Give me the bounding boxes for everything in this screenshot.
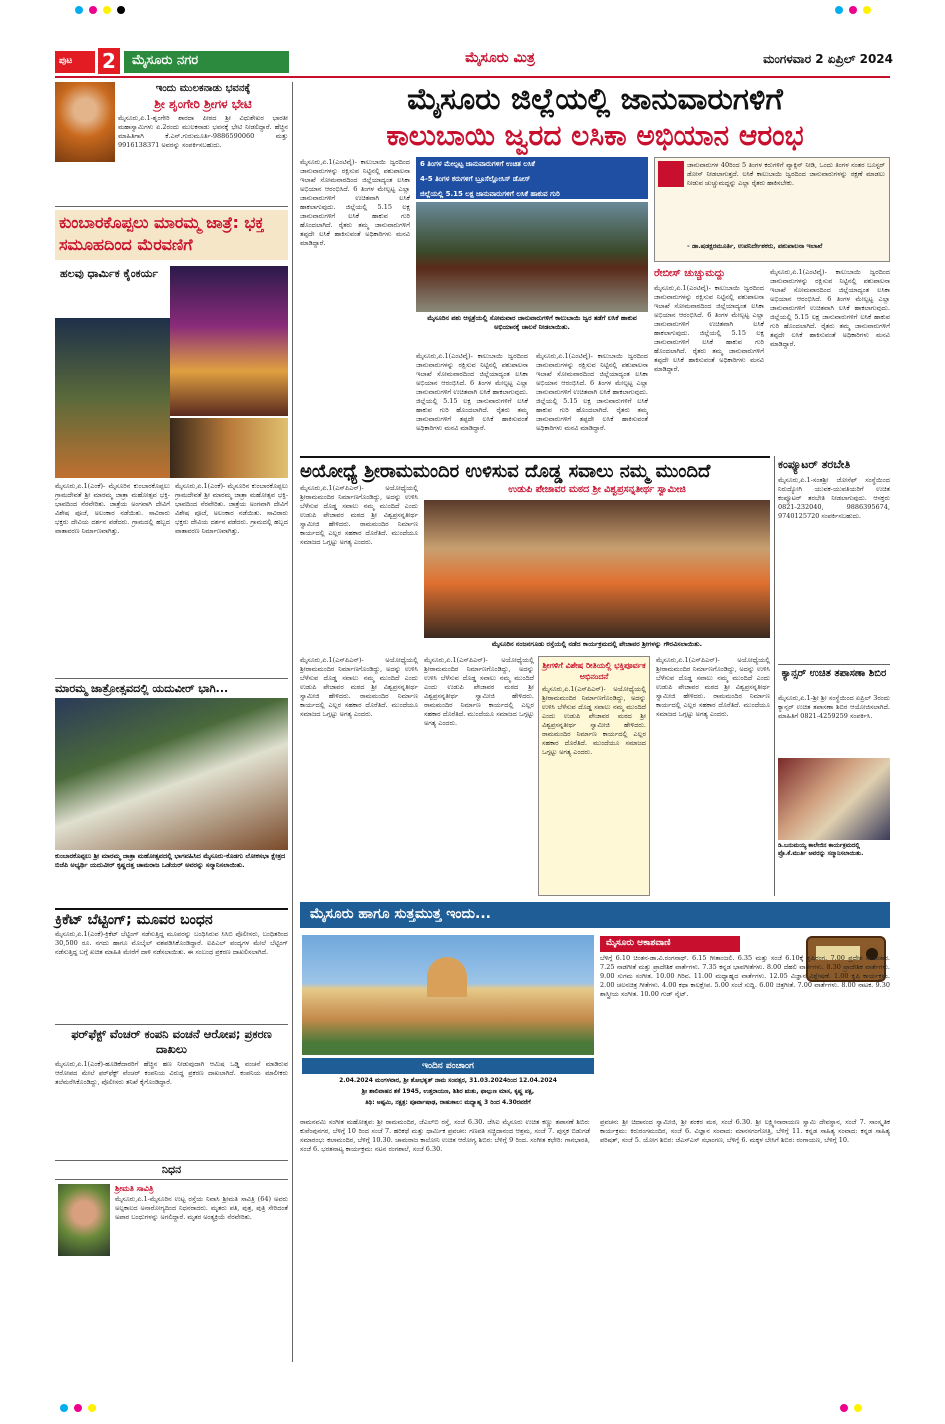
reg-dot bbox=[849, 6, 857, 14]
officer-quote: ಜಾನುವಾರುಗಳ 40ರಿಂದ 5 ತಿಂಗಳ ಕರುಗಳಿಗೆ ವ್ಯಾಕ್ಸಿನ್ ನೀಡಿ, ಒಂದು ತಿಂಗಳ ನಂತರ ಬೂಸ್ಟರ್ ಡೋಸ್ ನೀಡಲಾಗುತ್ತದೆ. ಲಸಿಕೆ ಕಾಲುಬಾಯಿ ಜ್ವರದಿಂದ ಜಾನುವಾರುಗಳನ್ನು ರಕ್ಷಣೆ ಮಾಡಲು ನೀಡುವ ಚುಚ್ಚುಮದ್ದನ್ನು ಎಲ್ಲಾ ರೈತರು ಹಾಕಿಸಬೇಕು. bbox=[687, 161, 885, 187]
story3-title: ಮಾರಮ್ಮ ಜಾತ್ರೋತ್ಸವದಲ್ಲಿ ಯದುವೀರ್ ಭಾಗಿ... bbox=[55, 678, 288, 696]
main-body-col3: ಮೈಸೂರು,ಏ.1(ಎಂಟಿವೈ)- ಕಾಲುಬಾಯಿ ಜ್ವರದಿಂದ ಜಾನುವಾರುಗಳನ್ನು ರಕ್ಷಿಸುವ ನಿಟ್ಟಿನಲ್ಲಿ ಪಶುಪಾಲನಾ ಇಲಾಖೆ ಸೋಮವಾರದಿಂದ ಜಿಲ್ಲೆಯಾದ್ಯಂತ ಲಸಿಕಾ ಅಭಿಯಾನ ಆರಂಭಿಸಿದೆ. 6 ತಿಂಗಳ ಮೇಲ್ಪಟ್ಟ ಎಲ್ಲಾ ಜಾನುವಾರುಗಳಿಗೆ ಉಚಿತವಾಗಿ ಲಸಿಕೆ ಹಾಕಲಾಗುವುದು. ಜಿಲ್ಲೆಯಲ್ಲಿ 5.15 ಲಕ್ಷ ಜಾನುವಾರುಗಳಿಗೆ ಲಸಿಕೆ ಹಾಕುವ ಗುರಿ ಹೊಂದಲಾಗಿದೆ. ರೈತರು ತಮ್ಮ ಜಾನುವಾರುಗಳಿಗೆ ತಪ್ಪದೇ ಲಸಿಕೆ ಹಾಕಿಸುವಂತೆ ಅಧಿಕಾರಿಗಳು ಮನವಿ ಮಾಡಿದ್ದಾರೆ. bbox=[536, 352, 648, 432]
divider bbox=[55, 206, 288, 207]
cattle-photo bbox=[416, 202, 648, 312]
ayodhya-box-title: ಶ್ರೀಗಳಿಗೆ ವಿಶೇಷ ರೀತಿಯಲ್ಲಿ ಭಕ್ತಿಪೂರ್ವಕ ಅಭಿನಂದನೆ bbox=[542, 661, 646, 681]
reg-dot bbox=[835, 6, 843, 14]
events-body: ರಾಮನವಮಿ ಸಂಗೀತ ಮಹೋತ್ಸವ: ಶ್ರೀ ರಾಮಮಂದಿರ, ಜೆಎಲ್‌ಬಿ ರಸ್ತೆ, ಸಂಜೆ 6.30. ಜೆಸಿಐ ಮೈಸೂರು ಉಚಿತ ಕಣ್ಣು ತಪಾಸಣೆ ಶಿಬಿರ: ಕುವೆಂಪುನಗರ, ಬೆಳಿಗ್ಗೆ 10 ರಿಂದ ಸಂಜೆ 7. ಹರಿಕಥೆ ಮತ್ತು ಧಾರ್ಮಿಕ ಪ್ರವಚನ: ಗಣಪತಿ ಸಚ್ಚಿದಾನಂದ ಆಶ್ರಮ, ಸಂಜೆ 7. ಪುಸ್ತಕ ಬಿಡುಗಡೆ ಸಮಾರಂಭ: ಕಲಾಮಂದಿರ, ಬೆಳಿಗ್ಗೆ 10.30. ಚಾಮರಾಜ ಕಾಲೋನಿ ಉಚಿತ ಆರೋಗ್ಯ ಶಿಬಿರ: ಬೆಳಿಗ್ಗೆ 9 ರಿಂದ. ಸಂಗೀತ ಕಛೇರಿ: ಗಾನಭಾರತಿ, ಸಂಜೆ 6. ಭರತನಾಟ್ಯ ಕಾರ್ಯಕ್ರಮ: ನಟನ ರಂಗಶಾಲೆ, ಸಂಜೆ 6.30. bbox=[300, 1118, 590, 1153]
bullet-list bbox=[416, 157, 648, 199]
officer-signature: - ಡಾ.ಷಡಕ್ಷರಮೂರ್ತಿ, ಉಪನಿರ್ದೇಶಕರು, ಪಶುಪಾಲನಾ ಇಲಾಖೆ bbox=[687, 242, 823, 250]
events-body2: ಪ್ರವಚನ: ಶ್ರೀ ಚಿದಾನಂದ ಸ್ವಾಮೀಜಿ, ಶ್ರೀ ಶಂಕರ ಮಠ, ಸಂಜೆ 6.30. ಶ್ರೀ ಲಕ್ಷ್ಮೀನಾರಾಯಣ ಸ್ವಾಮಿ ದೇವಸ್ಥಾನ, ಸಂಜೆ 7. ಸಾಂಸ್ಕೃತಿಕ ಕಾರ್ಯಕ್ರಮ: ಕಿರುರಂಗಮಂದಿರ, ಸಂಜೆ 6. ವಿಜ್ಞಾನ ಸಂವಾದ: ಮಾನಸಗಂಗೋತ್ರಿ, ಬೆಳಿಗ್ಗೆ 11. ಕನ್ನಡ ಸಾಹಿತ್ಯ ಸಂವಾದ: ಕನ್ನಡ ಸಾಹಿತ್ಯ ಪರಿಷತ್, ಸಂಜೆ 5. ಯೋಗ ಶಿಬಿರ: ಜೆಎಸ್‌ಎಸ್ ಸಭಾಂಗಣ, ಬೆಳಿಗ್ಗೆ 6. ಮಕ್ಕಳ ಬೇಸಿಗೆ ಶಿಬಿರ: ರಂಗಾಯಣ, ಬೆಳಿಗ್ಗೆ 10. bbox=[600, 1118, 890, 1144]
reg-dot bbox=[75, 6, 83, 14]
radio-title: ಮೈಸೂರು ಆಕಾಶವಾಣಿ bbox=[600, 936, 740, 952]
masthead: ಮೈಸೂರು ಮಿತ್ರ bbox=[465, 50, 535, 66]
ayodhya-photo bbox=[424, 500, 770, 638]
radio-body: ಬೆಳಿಗ್ಗೆ 6.10 ಚಿಂತನ-ಡಾ.ವಿ.ರಂಗನಾಥ್. 6.15 ಗೀತಾಂಜಲಿ. 6.35 ಮತ್ತು ಸಂಜೆ 6.10ಕ್ಕೆ ಕೃಷಿರಂಗ. 7.00 ಪ್ರದೇಶ ಸಮಾಚಾರ. 7.25 ನಾಡಗೀತೆ ಮತ್ತು ಪ್ರಾದೇಶಿಕ ವಾರ್ತೆಗಳು. 7.35 ಕನ್ನಡ ಭಾವಗೀತೆಗಳು. 8.00 ದೆಹಲಿ ವಾರ್ತೆಗಳು. 8.30 ಪ್ರಾದೇಶಿಕ ವಾರ್ತೆಗಳು. 9.00 ಸುಗಮ ಸಂಗೀತ. 10.00 ಗಿರಿವ. 11.00 ಮಧ್ಯಾಹ್ನದ ವಾರ್ತೆಗಳು. 12.05 ವಿಜ್ಞಾನ ವಿಶ್ಲೇಷಣೆ. 1.00 ಕೃಷಿ ಕಾರ್ಯಕ್ರಮ. 2.00 ಚಲನಚಿತ್ರ ಗೀತೆಗಳು. 4.00 ಕಥಾ ಕಾಲಕ್ಷೇಪ. 5.00 ಸಂಜೆ ಸುದ್ದಿ. 6.00 ಚಿತ್ರಗೀತೆ. 7.00 ವಾರ್ತೆಗಳು. 8.00 ನಾಟಕ. 9.30 ಶಾಸ್ತ್ರೀಯ ಸಂಗೀತ. 10.00 ಗುಡ್ ನೈಟ್. bbox=[600, 954, 890, 998]
panchanga-line2: ಶ್ರೀ ಶಾಲಿವಾಹನ ಶಕೆ 1945, ಉತ್ತರಾಯಣ, ಶಿಶಿರ ಋತು, ಫಾಲ್ಗುಣ ಮಾಸ, ಕೃಷ್ಣ ಪಕ್ಷ, bbox=[361, 1088, 535, 1095]
panchanga-line1: 2.04.2024 ಮಂಗಳವಾರ, ಶ್ರೀ ಶೋಭಕೃತ್ ನಾಮ ಸಂವತ್ಸರ, 31.03.2024ರಿಂದ 12.04.2024 bbox=[339, 1077, 557, 1084]
cancer-title: ಕ್ಯಾನ್ಸರ್ ಉಚಿತ ತಪಾಸಣಾ ಶಿಬಿರ bbox=[778, 664, 890, 680]
reg-dot bbox=[840, 1404, 848, 1412]
story2-body-cont: ಮೈಸೂರು,ಏ.1(ಎಂಕೆ)- ಮೈಸೂರಿನ ಕುಂಬಾರಕೊಪ್ಪಲು ಗ್ರಾಮದೇವತೆ ಶ್ರೀ ಮಾರಮ್ಮ ಜಾತ್ರಾ ಮಹೋತ್ಸವ ಭಕ್ತಿ-ಭಾವದಿಂದ ನೆರವೇರಿತು. ಜಾತ್ರೆಯ ಅಂಗವಾಗಿ ದೇವಿಗೆ ವಿಶೇಷ ಪೂಜೆ, ಅಲಂಕಾರ ನಡೆಯಿತು. ಸಾವಿರಾರು ಭಕ್ತರು ದೇವಿಯ ದರ್ಶನ ಪಡೆದರು. ಗ್ರಾಮದಲ್ಲಿ ಹಬ್ಬದ ವಾತಾವರಣ ನಿರ್ಮಾಣವಾಗಿತ್ತು. bbox=[175, 482, 288, 535]
today-banner: ಮೈಸೂರು ಹಾಗೂ ಸುತ್ತಮುತ್ತ ಇಂದು... bbox=[300, 902, 890, 928]
bullet-3: ಜಿಲ್ಲೆಯಲ್ಲಿ 5.15 ಲಕ್ಷ ಜಾನುವಾರುಗಳಿಗೆ ಲಸಿಕೆ ಹಾಕುವ ಗುರಿ bbox=[420, 190, 560, 198]
cancer-body: ಮೈಸೂರು,ಏ.1-ಶ್ರೀ ಶ್ರೀ ಸಂಸ್ಥೆಯಿಂದ ಏಪ್ರಿಲ್ 3ರಂದು ಕ್ಯಾನ್ಸರ್ ಉಚಿತ ತಪಾಸಣಾ ಶಿಬಿರ ಆಯೋಜಿಸಲಾಗಿದೆ. ಮಾಹಿತಿಗೆ 0821-4259259 ಸಂಪರ್ಕಿಸಿ. bbox=[778, 694, 890, 720]
rabies-body-cont: ಮೈಸೂರು,ಏ.1(ಎಂಟಿವೈ)- ಕಾಲುಬಾಯಿ ಜ್ವರದಿಂದ ಜಾನುವಾರುಗಳನ್ನು ರಕ್ಷಿಸುವ ನಿಟ್ಟಿನಲ್ಲಿ ಪಶುಪಾಲನಾ ಇಲಾಖೆ ಸೋಮವಾರದಿಂದ ಜಿಲ್ಲೆಯಾದ್ಯಂತ ಲಸಿಕಾ ಅಭಿಯಾನ ಆರಂಭಿಸಿದೆ. 6 ತಿಂಗಳ ಮೇಲ್ಪಟ್ಟ ಎಲ್ಲಾ ಜಾನುವಾರುಗಳಿಗೆ ಉಚಿತವಾಗಿ ಲಸಿಕೆ ಹಾಕಲಾಗುವುದು. ಜಿಲ್ಲೆಯಲ್ಲಿ 5.15 ಲಕ್ಷ ಜಾನುವಾರುಗಳಿಗೆ ಲಸಿಕೆ ಹಾಕುವ ಗುರಿ ಹೊಂದಲಾಗಿದೆ. ರೈತರು ತಮ್ಮ ಜಾನುವಾರುಗಳಿಗೆ ತಪ್ಪದೇ ಲಸಿಕೆ ಹಾಕಿಸುವಂತೆ ಅಧಿಕಾರಿಗಳು ಮನವಿ ಮಾಡಿದ್ದಾರೆ. bbox=[770, 268, 890, 348]
yaduveer-photo bbox=[55, 698, 288, 850]
cattle-caption: ಮೈಸೂರಿನ ಪಶು ಆಸ್ಪತ್ರೆಯಲ್ಲಿ ಸೋಮವಾರ ಜಾನುವಾರುಗಳಿಗೆ ಕಾಲುಬಾಯಿ ಜ್ವರ ತಡೆಗೆ ಲಸಿಕೆ ಹಾಕುವ ಅಭಿಯಾನಕ್ಕೆ ಚಾಲನೆ ನೀಡಲಾಯಿತು. bbox=[427, 314, 637, 331]
panchanga-line3: ತಿಥಿ: ಅಷ್ಟಮಿ, ನಕ್ಷತ್ರ: ಪೂರ್ವಾಷಾಢ, ರಾಹುಕಾಲ: ಮಧ್ಯಾಹ್ನ 3 ರಿಂದ 4.30ರವರೆಗೆ bbox=[365, 1099, 531, 1106]
story1-title-b: ಶ್ರೀ ಶೃಂಗೇರಿ ಶ್ರೀಗಳ ಭೇಟಿ bbox=[154, 97, 252, 111]
officer-photo bbox=[658, 161, 684, 187]
main-headline-line1: ಮೈಸೂರು ಜಿಲ್ಲೆಯಲ್ಲಿ ಜಾನುವಾರುಗಳಿಗೆ bbox=[407, 82, 783, 117]
festival-photo bbox=[170, 418, 288, 478]
ayodhya-title: ಅಯೋಧ್ಯೆ ಶ್ರೀರಾಮಮಂದಿರ ಉಳಿಸುವ ದೊಡ್ಡ ಸವಾಲು ನಮ್ಮ ಮುಂದಿದೆ bbox=[300, 456, 770, 484]
computer-body: ಮೈಸೂರು,ಏ.1-ಸಂತಶ್ರೀ ಜೋಸೆಫ್ ಸಂಸ್ಥೆಯಿಂದ ನಿರುದ್ಯೋಗಿ ಯುವಕ-ಯುವತಿಯರಿಗೆ ಉಚಿತ ಕಂಪ್ಯೂಟರ್ ತರಬೇತಿ ನೀಡಲಾಗುವುದು. ಆಸಕ್ತರು 0821-232040, 9886395674, 9740125720 ಸಂಪರ್ಕಿಸಬಹುದು. bbox=[778, 476, 890, 520]
main-headline-line2: ಕಾಲುಬಾಯಿ ಜ್ವರದ ಲಸಿಕಾ ಅಭಿಯಾನ ಆರಂಭ bbox=[386, 119, 804, 152]
column-divider bbox=[292, 82, 293, 1362]
ayodhya-box bbox=[538, 656, 650, 896]
story2-body: ಮೈಸೂರು,ಏ.1(ಎಂಕೆ)- ಮೈಸೂರಿನ ಕುಂಬಾರಕೊಪ್ಪಲು ಗ್ರಾಮದೇವತೆ ಶ್ರೀ ಮಾರಮ್ಮ ಜಾತ್ರಾ ಮಹೋತ್ಸವ ಭಕ್ತಿ-ಭಾವದಿಂದ ನೆರವೇರಿತು. ಜಾತ್ರೆಯ ಅಂಗವಾಗಿ ದೇವಿಗೆ ವಿಶೇಷ ಪೂಜೆ, ಅಲಂಕಾರ ನಡೆಯಿತು. ಸಾವಿರಾರು ಭಕ್ತರು ದೇವಿಯ ದರ್ಶನ ಪಡೆದರು. ಗ್ರಾಮದಲ್ಲಿ ಹಬ್ಬದ ವಾತಾವರಣ ನಿರ್ಮಾಣವಾಗಿತ್ತು. bbox=[55, 482, 170, 535]
reg-dot bbox=[863, 6, 871, 14]
reg-dot bbox=[89, 6, 97, 14]
reg-dot bbox=[88, 1404, 96, 1412]
main-body-col2: ಮೈಸೂರು,ಏ.1(ಎಂಟಿವೈ)- ಕಾಲುಬಾಯಿ ಜ್ವರದಿಂದ ಜಾನುವಾರುಗಳನ್ನು ರಕ್ಷಿಸುವ ನಿಟ್ಟಿನಲ್ಲಿ ಪಶುಪಾಲನಾ ಇಲಾಖೆ ಸೋಮವಾರದಿಂದ ಜಿಲ್ಲೆಯಾದ್ಯಂತ ಲಸಿಕಾ ಅಭಿಯಾನ ಆರಂಭಿಸಿದೆ. 6 ತಿಂಗಳ ಮೇಲ್ಪಟ್ಟ ಎಲ್ಲಾ ಜಾನುವಾರುಗಳಿಗೆ ಉಚಿತವಾಗಿ ಲಸಿಕೆ ಹಾಕಲಾಗುವುದು. ಜಿಲ್ಲೆಯಲ್ಲಿ 5.15 ಲಕ್ಷ ಜಾನುವಾರುಗಳಿಗೆ ಲಸಿಕೆ ಹಾಕುವ ಗುರಿ ಹೊಂದಲಾಗಿದೆ. ರೈತರು ತಮ್ಮ ಜಾನುವಾರುಗಳಿಗೆ ತಪ್ಪದೇ ಲಸಿಕೆ ಹಾಕಿಸುವಂತೆ ಅಧಿಕಾರಿಗಳು ಮನವಿ ಮಾಡಿದ್ದಾರೆ. bbox=[416, 352, 528, 432]
ayodhya-subtitle: ಉಡುಪಿ ಪೇಜಾವರ ಮಠದ ಶ್ರೀ ವಿಶ್ವಪ್ರಸನ್ನತೀರ್ಥ ಸ್ವಾಮೀಜಿ bbox=[508, 484, 686, 495]
ayodhya-body-col2: ಮೈಸೂರು,ಏ.1(ಎಸ್‌ಪಿಎನ್)- ಅಯೋಧ್ಯೆಯಲ್ಲಿ ಶ್ರೀರಾಮಮಂದಿರ ನಿರ್ಮಾಣಗೊಂಡಿದ್ದು, ಅದನ್ನು ಉಳಿಸಿ ಬೆಳೆಸುವ ದೊಡ್ಡ ಸವಾಲು ನಮ್ಮ ಮುಂದಿದೆ ಎಂದು ಉಡುಪಿ ಪೇಜಾವರ ಮಠದ ಶ್ರೀ ವಿಶ್ವಪ್ರಸನ್ನತೀರ್ಥ ಸ್ವಾಮೀಜಿ ಹೇಳಿದರು. ರಾಮಮಂದಿರ ನಿರ್ಮಾಣ ಕಾರ್ಯದಲ್ಲಿ ಎಲ್ಲರ ಸಹಕಾರ ದೊರೆತಿದೆ. ಮುಂದೆಯೂ ಸಮಾಜದ ಒಗ್ಗಟ್ಟು ಅಗತ್ಯ ಎಂದರು. bbox=[300, 656, 418, 718]
ayodhya-body-col1: ಮೈಸೂರು,ಏ.1(ಎಸ್‌ಪಿಎನ್)- ಅಯೋಧ್ಯೆಯಲ್ಲಿ ಶ್ರೀರಾಮಮಂದಿರ ನಿರ್ಮಾಣಗೊಂಡಿದ್ದು, ಅದನ್ನು ಉಳಿಸಿ ಬೆಳೆಸುವ ದೊಡ್ಡ ಸವಾಲು ನಮ್ಮ ಮುಂದಿದೆ ಎಂದು ಉಡುಪಿ ಪೇಜಾವರ ಮಠದ ಶ್ರೀ ವಿಶ್ವಪ್ರಸನ್ನತೀರ್ಥ ಸ್ವಾಮೀಜಿ ಹೇಳಿದರು. ರಾಮಮಂದಿರ ನಿರ್ಮಾಣ ಕಾರ್ಯದಲ್ಲಿ ಎಲ್ಲರ ಸಹಕಾರ ದೊರೆತಿದೆ. ಮುಂದೆಯೂ ಸಮಾಜದ ಒಗ್ಗಟ್ಟು ಅಗತ್ಯ ಎಂದರು. bbox=[300, 484, 418, 546]
ayodhya-body-col4: ಮೈಸೂರು,ಏ.1(ಎಸ್‌ಪಿಎನ್)- ಅಯೋಧ್ಯೆಯಲ್ಲಿ ಶ್ರೀರಾಮಮಂದಿರ ನಿರ್ಮಾಣಗೊಂಡಿದ್ದು, ಅದನ್ನು ಉಳಿಸಿ ಬೆಳೆಸುವ ದೊಡ್ಡ ಸವಾಲು ನಮ್ಮ ಮುಂದಿದೆ ಎಂದು ಉಡುಪಿ ಪೇಜಾವರ ಮಠದ ಶ್ರೀ ವಿಶ್ವಪ್ರಸನ್ನತೀರ್ಥ ಸ್ವಾಮೀಜಿ ಹೇಳಿದರು. ರಾಮಮಂದಿರ ನಿರ್ಮಾಣ ಕಾರ್ಯದಲ್ಲಿ ಎಲ್ಲರ ಸಹಕಾರ ದೊರೆತಿದೆ. ಮುಂದೆಯೂ ಸಮಾಜದ ಒಗ್ಗಟ್ಟು ಅಗತ್ಯ ಎಂದರು. bbox=[656, 656, 770, 718]
story5-body: ಮೈಸೂರು,ಏ.1(ಎಂಕೆ)-ಹೂಡಿಕೆದಾರರಿಗೆ ಹೆಚ್ಚಿನ ಹಣ ನೀಡುವುದಾಗಿ ಆಮಿಷ ಒಡ್ಡಿ ವಂಚನೆ ಮಾಡಿರುವ ಆರೋಪದ ಮೇಲೆ ಫರ್‌ಫೆಕ್ಟ್ ವೆಂಚರ್ ಕಂಪನಿಯ ವಿರುದ್ಧ ಪ್ರಕರಣ ದಾಖಲಾಗಿದೆ. ಕಂಪನಿಯ ಮಾಲೀಕರು ತಲೆಮರೆಸಿಕೊಂಡಿದ್ದು, ಪೊಲೀಸರು ತನಿಖೆ ಕೈಗೊಂಡಿದ್ದಾರೆ. bbox=[55, 1060, 288, 1086]
ayodhya-box-body: ಮೈಸೂರು,ಏ.1(ಎಸ್‌ಪಿಎನ್)- ಅಯೋಧ್ಯೆಯಲ್ಲಿ ಶ್ರೀರಾಮಮಂದಿರ ನಿರ್ಮಾಣಗೊಂಡಿದ್ದು, ಅದನ್ನು ಉಳಿಸಿ ಬೆಳೆಸುವ ದೊಡ್ಡ ಸವಾಲು ನಮ್ಮ ಮುಂದಿದೆ ಎಂದು ಉಡುಪಿ ಪೇಜಾವರ ಮಠದ ಶ್ರೀ ವಿಶ್ವಪ್ರಸನ್ನತೀರ್ಥ ಸ್ವಾಮೀಜಿ ಹೇಳಿದರು. ರಾಮಮಂದಿರ ನಿರ್ಮಾಣ ಕಾರ್ಯದಲ್ಲಿ ಎಲ್ಲರ ಸಹಕಾರ ದೊರೆತಿದೆ. ಮುಂದೆಯೂ ಸಮಾಜದ ಒಗ್ಗಟ್ಟು ಅಗತ್ಯ ಎಂದರು. bbox=[542, 685, 646, 756]
swamiji-photo bbox=[55, 82, 115, 162]
reg-dot bbox=[854, 1404, 862, 1412]
ayodhya-caption: ಮೈಸೂರಿನ ನಂಜನಗೂಡು ರಸ್ತೆಯಲ್ಲಿ ನಡೆದ ಕಾರ್ಯಕ್ರಮದಲ್ಲಿ ಪೇಜಾವರ ಶ್ರೀಗಳನ್ನು ಗೌರವಿಸಲಾಯಿತು. bbox=[491, 640, 703, 648]
registration-marks-top bbox=[75, 6, 875, 18]
reg-dot bbox=[103, 6, 111, 14]
cancer-photo bbox=[778, 758, 890, 840]
story2-kicker: ಹಲವು ಧಾರ್ಮಿಕ ಕೈಂಕರ್ಯ bbox=[60, 267, 159, 280]
section-title: ಮೈಸೂರು ನಗರ bbox=[124, 51, 289, 73]
page-label: ಪುಟ bbox=[55, 51, 95, 73]
obit-photo bbox=[58, 1184, 110, 1256]
story1-title-a: ಇಂದು ಮುಲಕನಾಡು ಭವನಕ್ಕೆ bbox=[155, 83, 251, 94]
obit-body: ಮೈಸೂರು,ಏ.1-ಮೈಸೂರಿನ ಉಟ್ಟ ರಸ್ತೆಯ ನಿವಾಸಿ ಶ್ರೀಮತಿ ಸಾವಿತ್ರಿ (64) ಅವರು ಅಲ್ಪಕಾಲದ ಅನಾರೋಗ್ಯದಿಂದ ನಿಧನರಾದರು. ಮೃತರು ಪತಿ, ಪುತ್ರ, ಪುತ್ರಿ ಸೇರಿದಂತೆ ಅಪಾರ ಬಂಧುಗಳನ್ನು ಅಗಲಿದ್ದಾರೆ. ಮೃತರ ಅಂತ್ಯಕ್ರಿಯೆ ನೆರವೇರಿತು. bbox=[115, 1195, 288, 1221]
header-rule bbox=[55, 76, 890, 78]
temple-photo bbox=[170, 266, 288, 416]
panchanga-title: ಇಂದಿನ ಪಂಚಾಂಗ bbox=[302, 1058, 594, 1074]
rabies-title: ರೇಬೀಸ್ ಚುಚ್ಚುಮದ್ದು bbox=[654, 268, 726, 279]
palace-dome bbox=[427, 957, 467, 997]
bullet-2: 4-5 ತಿಂಗಳ ಕರುಗಳಿಗೆ ಬ್ರೂಸೆಲ್ಲೋಸಿಸ್ ಡೋಸ್ bbox=[420, 175, 531, 183]
issue-date: ಮಂಗಳವಾರ 2 ಏಪ್ರಿಲ್ 2024 bbox=[763, 52, 893, 66]
reg-dot bbox=[117, 6, 125, 14]
crowd-photo bbox=[55, 318, 170, 478]
story5-title: ಫರ್‌ಫೆಕ್ಟ್ ವೆಂಚರ್ ಕಂಪನಿ ವಂಚನೆ ಆರೋಪ; ಪ್ರಕರಣ ದಾಖಲು bbox=[55, 1024, 288, 1057]
palace-photo bbox=[302, 935, 594, 1055]
story2-title: ಕುಂಬಾರಕೊಪ್ಪಲು ಮಾರಮ್ಮ ಜಾತ್ರೆ: ಭಕ್ತ ಸಮೂಹದಿಂದ ಮೆರವಣಿಗೆ bbox=[55, 210, 288, 260]
main-body-col1: ಮೈಸೂರು,ಏ.1(ಎಂಟಿವೈ)- ಕಾಲುಬಾಯಿ ಜ್ವರದಿಂದ ಜಾನುವಾರುಗಳನ್ನು ರಕ್ಷಿಸುವ ನಿಟ್ಟಿನಲ್ಲಿ ಪಶುಪಾಲನಾ ಇಲಾಖೆ ಸೋಮವಾರದಿಂದ ಜಿಲ್ಲೆಯಾದ್ಯಂತ ಲಸಿಕಾ ಅಭಿಯಾನ ಆರಂಭಿಸಿದೆ. 6 ತಿಂಗಳ ಮೇಲ್ಪಟ್ಟ ಎಲ್ಲಾ ಜಾನುವಾರುಗಳಿಗೆ ಉಚಿತವಾಗಿ ಲಸಿಕೆ ಹಾಕಲಾಗುವುದು. ಜಿಲ್ಲೆಯಲ್ಲಿ 5.15 ಲಕ್ಷ ಜಾನುವಾರುಗಳಿಗೆ ಲಸಿಕೆ ಹಾಕುವ ಗುರಿ ಹೊಂದಲಾಗಿದೆ. ರೈತರು ತಮ್ಮ ಜಾನುವಾರುಗಳಿಗೆ ತಪ್ಪದೇ ಲಸಿಕೆ ಹಾಕಿಸುವಂತೆ ಅಧಿಕಾರಿಗಳು ಮನವಿ ಮಾಡಿದ್ದಾರೆ. bbox=[300, 158, 410, 247]
story4-body: ಮೈಸೂರು,ಏ.1(ಎಂಕೆ)-ಕ್ರಿಕೆಟ್ ಬೆಟ್ಟಿಂಗ್ ನಡೆಸುತ್ತಿದ್ದ ಮೂವರನ್ನು ಬಂಧಿಸಿರುವ ಸಿಸಿಬಿ ಪೊಲೀಸರು, ಬಂಧಿತರಿಂದ 30,500 ರೂ. ನಗದು ಹಾಗೂ ಮೊಬೈಲ್ ವಶಪಡಿಸಿಕೊಂಡಿದ್ದಾರೆ. ಐಪಿಎಲ್ ಪಂದ್ಯಗಳ ಮೇಲೆ ಬೆಟ್ಟಿಂಗ್ ನಡೆಸುತ್ತಿದ್ದ ಬಗ್ಗೆ ಖಚಿತ ಮಾಹಿತಿ ಮೇರೆಗೆ ದಾಳಿ ನಡೆಸಲಾಯಿತು. ಈ ಸಂಬಂಧ ಪ್ರಕರಣ ದಾಖಲಿಸಲಾಗಿದೆ. bbox=[55, 930, 288, 956]
cancer-caption: ಡಿ.ಬನುಮಯ್ಯ ಕಾಲೇಜಿನ ಕಾರ್ಯಕ್ರಮದಲ್ಲಿ ಪ್ರೊ.ಕೆ.ಮುರ್ತಿ ಅವರನ್ನು ಸನ್ಮಾನಿಸಲಾಯಿತು. bbox=[778, 842, 864, 857]
story3-caption: ಕುಂಬಾರಕೊಪ್ಪಲು ಶ್ರೀ ಮಾರಮ್ಮ ಜಾತ್ರಾ ಮಹೋತ್ಸವದಲ್ಲಿ ಭಾಗವಹಿಸಿದ ಮೈಸೂರು-ಕೊಡಗು ಲೋಕಸಭಾ ಕ್ಷೇತ್ರದ ಬಿಜೆಪಿ ಅಭ್ಯರ್ಥಿ ಯದುವೀರ್ ಕೃಷ್ಣದತ್ತ ಚಾಮರಾಜ ಒಡೆಯರ್ ಅವರನ್ನು ಸನ್ಮಾನಿಸಲಾಯಿತು. bbox=[55, 852, 286, 869]
reg-dot bbox=[60, 1404, 68, 1412]
story1-body: ಮೈಸೂರು,ಏ.1-ಶೃಂಗೇರಿ ಶಾರದಾ ಪೀಠದ ಶ್ರೀ ವಿಧುಶೇಖರ ಭಾರತೀ ಮಹಾಸ್ವಾಮಿಗಳು ಏ.2ರಂದು ಮುಲಕನಾಡು ಭವನಕ್ಕೆ ಭೇಟಿ ನೀಡಲಿದ್ದಾರೆ. ಹೆಚ್ಚಿನ ಮಾಹಿತಿಗಾಗಿ ಕೆ.ಎನ್.ಗುರುಮೂರ್ತಿ-9886590060 ಮತ್ತು 9916138371 ಅವರನ್ನು ಸಂಪರ್ಕಿಸಬಹುದು. bbox=[118, 114, 288, 149]
bullet-1: 6 ತಿಂಗಳ ಮೇಲ್ಪಟ್ಟ ಜಾನುವಾರುಗಳಿಗೆ ಉಚಿತ ಲಸಿಕೆ bbox=[420, 160, 535, 168]
computer-title: ಕಂಪ್ಯೂಟರ್ ತರಬೇತಿ bbox=[778, 458, 851, 471]
obit-name: ಶ್ರೀಮತಿ ಸಾವಿತ್ರಿ bbox=[115, 1184, 154, 1193]
story4-title: ಕ್ರಿಕೆಟ್ ಬೆಟ್ಟಿಂಗ್; ಮೂವರ ಬಂಧನ bbox=[55, 908, 288, 928]
reg-dot bbox=[74, 1404, 82, 1412]
obit-heading: ನಿಧನ bbox=[55, 1160, 288, 1180]
right-divider bbox=[774, 456, 775, 896]
registration-marks-bottom bbox=[60, 1404, 880, 1416]
rabies-body: ಮೈಸೂರು,ಏ.1(ಎಂಟಿವೈ)- ಕಾಲುಬಾಯಿ ಜ್ವರದಿಂದ ಜಾನುವಾರುಗಳನ್ನು ರಕ್ಷಿಸುವ ನಿಟ್ಟಿನಲ್ಲಿ ಪಶುಪಾಲನಾ ಇಲಾಖೆ ಸೋಮವಾರದಿಂದ ಜಿಲ್ಲೆಯಾದ್ಯಂತ ಲಸಿಕಾ ಅಭಿಯಾನ ಆರಂಭಿಸಿದೆ. 6 ತಿಂಗಳ ಮೇಲ್ಪಟ್ಟ ಎಲ್ಲಾ ಜಾನುವಾರುಗಳಿಗೆ ಉಚಿತವಾಗಿ ಲಸಿಕೆ ಹಾಕಲಾಗುವುದು. ಜಿಲ್ಲೆಯಲ್ಲಿ 5.15 ಲಕ್ಷ ಜಾನುವಾರುಗಳಿಗೆ ಲಸಿಕೆ ಹಾಕುವ ಗುರಿ ಹೊಂದಲಾಗಿದೆ. ರೈತರು ತಮ್ಮ ಜಾನುವಾರುಗಳಿಗೆ ತಪ್ಪದೇ ಲಸಿಕೆ ಹಾಕಿಸುವಂತೆ ಅಧಿಕಾರಿಗಳು ಮನವಿ ಮಾಡಿದ್ದಾರೆ. bbox=[654, 284, 764, 373]
page-number: 2 bbox=[98, 48, 120, 74]
ayodhya-body-col3: ಮೈಸೂರು,ಏ.1(ಎಸ್‌ಪಿಎನ್)- ಅಯೋಧ್ಯೆಯಲ್ಲಿ ಶ್ರೀರಾಮಮಂದಿರ ನಿರ್ಮಾಣಗೊಂಡಿದ್ದು, ಅದನ್ನು ಉಳಿಸಿ ಬೆಳೆಸುವ ದೊಡ್ಡ ಸವಾಲು ನಮ್ಮ ಮುಂದಿದೆ ಎಂದು ಉಡುಪಿ ಪೇಜಾವರ ಮಠದ ಶ್ರೀ ವಿಶ್ವಪ್ರಸನ್ನತೀರ್ಥ ಸ್ವಾಮೀಜಿ ಹೇಳಿದರು. ರಾಮಮಂದಿರ ನಿರ್ಮಾಣ ಕಾರ್ಯದಲ್ಲಿ ಎಲ್ಲರ ಸಹಕಾರ ದೊರೆತಿದೆ. ಮುಂದೆಯೂ ಸಮಾಜದ ಒಗ್ಗಟ್ಟು ಅಗತ್ಯ ಎಂದರು. bbox=[424, 656, 534, 727]
officer-quote-box bbox=[654, 157, 890, 262]
